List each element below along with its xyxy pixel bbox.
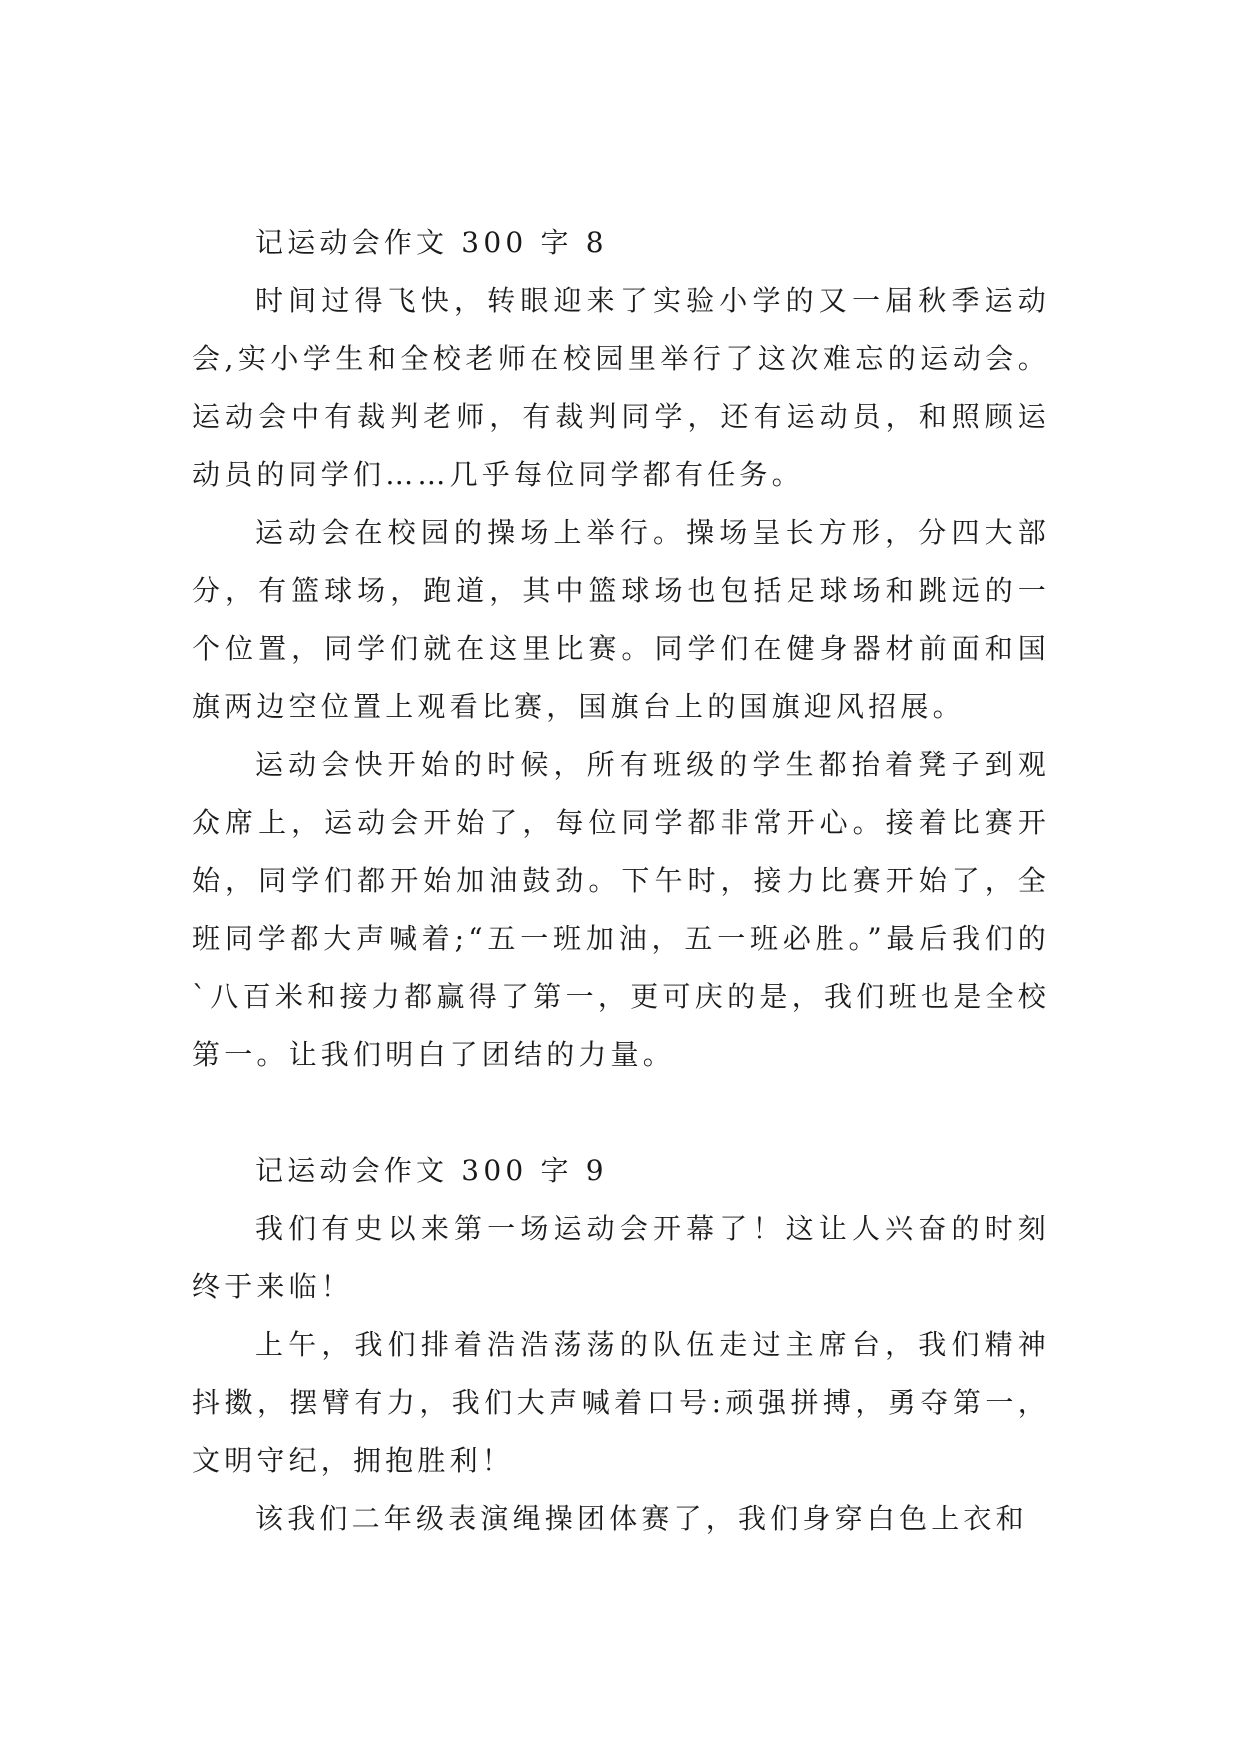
document-body (192, 214, 1050, 1548)
paragraph: 时间过得飞快，转眼迎来了实验小学的又一届秋季运动会,实小学生和全校老师在校园里举行了这次难忘的运动会。运动会中有裁判老师，有裁判同学，还有运动员，和照顾运动员的同学们……几乎每位同学都有任务。 (192, 284, 1050, 491)
paragraph: 上午，我们排着浩浩荡荡的队伍走过主席台，我们精神抖擞，摆臂有力，我们大声喊着口号:顽强拼搏，勇夺第一，文明守纪，拥抱胜利！ (192, 1328, 1050, 1477)
paragraph: 运动会快开始的时候，所有班级的学生都抬着凳子到观众席上，运动会开始了，每位同学都非常开心。接着比赛开始，同学们都开始加油鼓劲。下午时，接力比赛开始了，全班同学都大声喊着;“五一班加油，五一班必胜。”最后我们的`八百米和接力都赢得了第一，更可庆的是，我们班也是全校第一。让我们明白了团结的力量。 (192, 748, 1050, 1071)
paragraph: 该我们二年级表演绳操团体赛了，我们身穿白色上衣和 (255, 1502, 1028, 1535)
section-title: 记运动会作文 300 字 8 (255, 226, 608, 259)
section-title: 记运动会作文 300 字 9 (255, 1154, 608, 1187)
section-spacer (192, 1084, 1050, 1142)
paragraph: 我们有史以来第一场运动会开幕了！这让人兴奋的时刻终于来临！ (192, 1212, 1050, 1303)
essay-section-9 (192, 1142, 1050, 1548)
essay-section-8 (192, 214, 1050, 1084)
paragraph: 运动会在校园的操场上举行。操场呈长方形，分四大部分，有篮球场，跑道，其中篮球场也包括足球场和跳远的一个位置，同学们就在这里比赛。同学们在健身器材前面和国旗两边空位置上观看比赛，国旗台上的国旗迎风招展。 (192, 516, 1050, 723)
